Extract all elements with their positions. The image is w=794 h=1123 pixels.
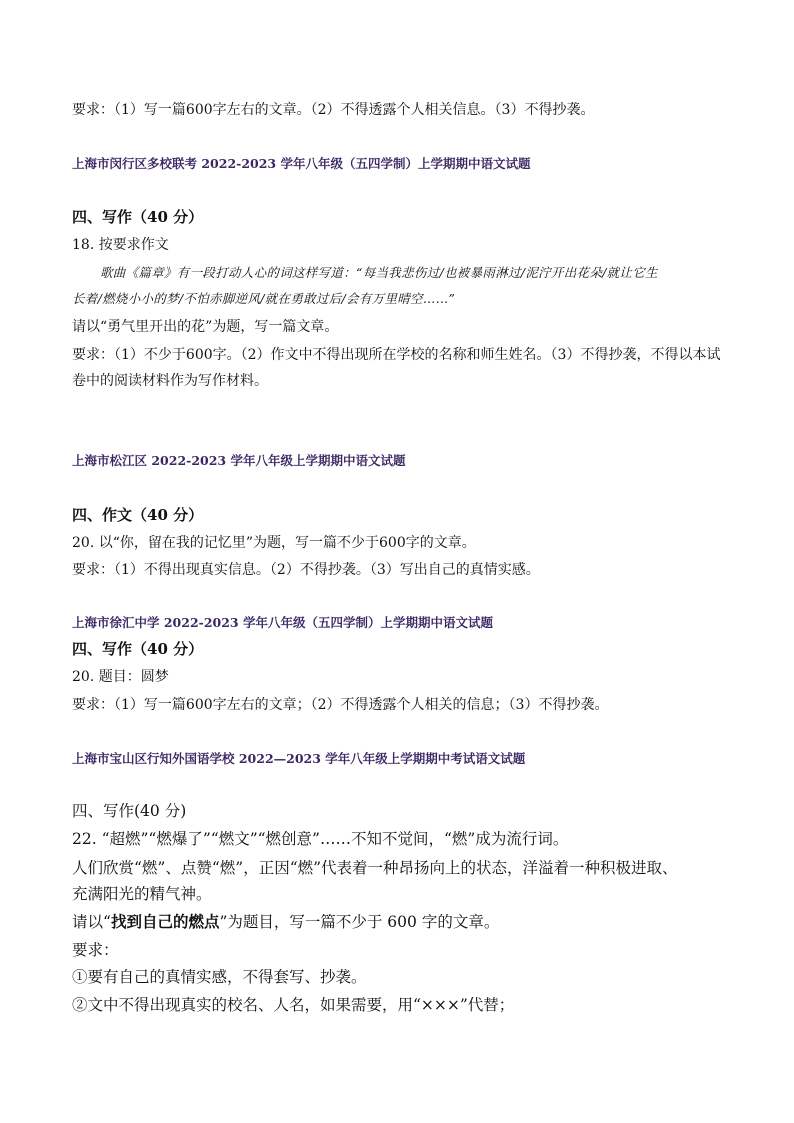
requirement-line: ②文中不得出现真实的校名、人名，如果需要，用“×××”代替；: [72, 996, 515, 1014]
exam-source-title: 上海市闵行区多校联考 2022-2023 学年八年级（五四学制）上学期期中语文试题: [72, 156, 531, 171]
question-line: 20. 以“你，留在我的记忆里”为题，写一篇不少于600字的文章。: [72, 535, 476, 551]
prompt-line: 请以“勇气里开出的花”为题，写一篇文章。: [72, 319, 339, 335]
requirement-line: ①要有自己的真情实感，不得套写、抄袭。: [72, 968, 367, 986]
requirement-line: 要求：（1）写一篇600字左右的文章。（2）不得透露个人相关信息。（3）不得抄袭。: [72, 102, 595, 118]
section-heading: 四、写作(40 分): [72, 802, 187, 820]
prompt-suffix: ”为题目，写一篇不少于 600 字的文章。: [219, 913, 500, 931]
section-heading: 四、写作（40 分）: [72, 640, 204, 658]
requirement-line: 要求：（1）写一篇600字左右的文章；（2）不得透露个人相关的信息；（3）不得抄袭。: [72, 697, 609, 713]
requirement-line: 卷中的阅读材料作为写作材料。: [72, 373, 268, 389]
exam-source-title: 上海市宝山区行知外国语学校 2022—2023 学年八年级上学期期中考试语文试题: [72, 751, 526, 766]
exam-source-title: 上海市徐汇中学 2022-2023 学年八年级（五四学制）上学期期中语文试题: [72, 615, 493, 630]
prompt-title: 找到自己的燃点: [110, 912, 220, 931]
section-heading: 四、写作（40 分）: [72, 208, 204, 226]
requirement-line: 要求：（1）不得出现真实信息。（2）不得抄袭。（3）写出自己的真情实感。: [72, 562, 540, 578]
section-heading: 四、作文（40 分）: [72, 506, 204, 524]
exam-source-title: 上海市松江区 2022-2023 学年八年级上学期期中语文试题: [72, 453, 406, 468]
requirement-label: 要求：: [72, 941, 119, 959]
paragraph-line: 人们欣赏“燃”、点赞“燃”，正因“燃”代表着一种昂扬向上的状态，洋溢着一种积极进取、: [72, 859, 678, 877]
question-line: 22. “超燃”“燃爆了”“燃文”“燃创意”……不知不觉间，“燃”成为流行词。: [72, 830, 569, 848]
prompt-line: [72, 912, 499, 932]
lyric-line: 长着/燃烧小小的梦/不怕赤脚逆风/就在勇敢过后/会有万里晴空……”: [72, 291, 456, 306]
paragraph-line: 充满阳光的精气神。: [72, 885, 212, 903]
question-line: 18. 按要求作文: [72, 237, 169, 253]
question-line: 20. 题目：圆梦: [72, 669, 169, 685]
lyric-line: 歌曲《篇章》有一段打动人心的词这样写道：“每当我悲伤过/也被暴雨淋过/泥泞开出花朵/就让它生: [100, 265, 658, 280]
requirement-line: 要求：（1）不少于600字。（2）作文中不得出现所在学校的名称和师生姓名。（3）不得抄袭，不得以本试: [72, 347, 721, 363]
prompt-prefix: 请以“: [72, 913, 111, 931]
